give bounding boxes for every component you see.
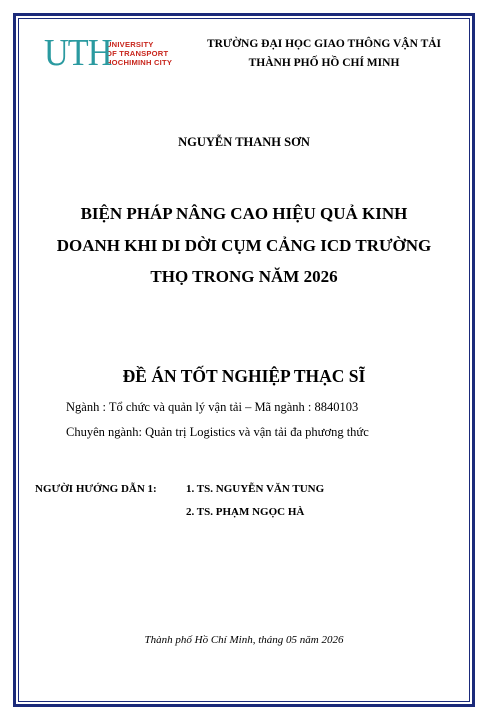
thesis-title-line2: DOANH KHI DI DỜI CỤM CẢNG ICD TRƯỜNG: [56, 236, 432, 255]
thesis-title-line3: THỌ TRONG NĂM 2026: [150, 267, 338, 286]
logo-text-line1: UNIVERSITY: [106, 39, 154, 49]
university-logo: [44, 34, 180, 72]
advisor-first: 1. TS. NGUYỄN VĂN TUNG: [186, 483, 325, 495]
logo-text-line3: HOCHIMINH CITY: [106, 57, 173, 67]
logo-text: [106, 40, 172, 67]
author-name: NGUYỄN THANH SƠN: [178, 135, 310, 149]
advisor-second: 2. TS. PHẠM NGỌC HÀ: [186, 506, 305, 518]
degree-type: ĐỀ ÁN TỐT NGHIỆP THẠC SĨ: [122, 366, 366, 386]
logo-letters: UTH: [44, 32, 112, 74]
page-border-inner: [18, 18, 470, 702]
place-and-date: Thành phố Hồ Chí Minh, tháng 05 năm 2026: [144, 634, 344, 646]
institution-city: THÀNH PHỐ HỒ CHÍ MINH: [248, 57, 400, 69]
major-info: Ngành : Tổ chức và quản lý vận tải – Mã ngành : 8840103: [66, 400, 359, 414]
advisor-label: NGƯỜI HƯỚNG DẪN 1:: [35, 483, 157, 495]
institution-name: TRƯỜNG ĐẠI HỌC GIAO THÔNG VẬN TẢI: [206, 38, 442, 50]
specialization-info: Chuyên ngành: Quản trị Logistics và vận tải đa phương thức: [66, 425, 369, 439]
logo-text-line2: OF TRANSPORT: [106, 48, 169, 58]
thesis-title-line1: BIỆN PHÁP NÂNG CAO HIỆU QUẢ KINH: [80, 204, 408, 223]
